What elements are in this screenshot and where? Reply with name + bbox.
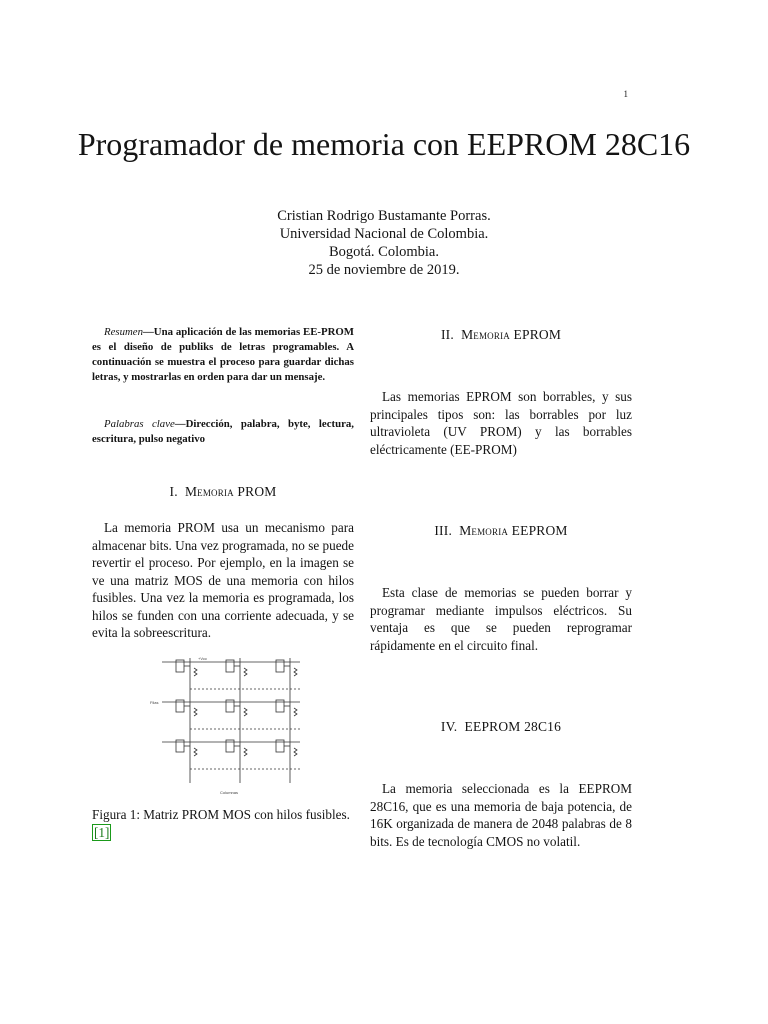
keywords-label: Palabras clave [104, 418, 175, 430]
section-body-2: Las memorias EPROM son borrables, y sus principales tipos son: las borrables por luz ultravioleta (UV PROM) y las borrables eléctricamente (EE-PROM) [370, 389, 632, 457]
citation-link[interactable]: [1] [94, 824, 110, 840]
abstract-label: Resumen [104, 326, 143, 338]
section-numeral: II. [440, 327, 454, 342]
keywords [92, 417, 354, 447]
keywords-text: Dirección, palabra, byte, lectura, escritura, pulso negativo [92, 418, 354, 445]
section-title-smallcaps: Memoria [184, 484, 234, 499]
section-title: EEPROM [511, 523, 568, 538]
section-body-1: La memoria PROM usa un mecanismo para almacenar bits. Una vez programada, no se puede revertir el proceso. Por ejemplo, en la imagen se ve una matriz MOS de una memoria con hilos fusibles. Una vez la memoria es programada, los hilos se funden con una corriente adecuada, y se evita la sobreescritura. [92, 520, 354, 640]
author-name: Cristian Rodrigo Bustamante Porras. [277, 208, 491, 224]
column-label: Columnas [220, 790, 239, 795]
section-title: EPROM [513, 327, 562, 342]
abstract-dash: — [142, 326, 154, 338]
section-body-4: La memoria seleccionada es la EEPROM 28C16, que es una memoria de baja potencia, de 16K organizada de manera de 2048 palabras de 8 bits. Es de tecnología CMOS no volatil. [370, 781, 632, 849]
section-heading-4 [370, 719, 632, 735]
section-heading-1 [92, 484, 354, 500]
prom-matrix-figure [150, 648, 310, 800]
section-numeral: III. [434, 523, 453, 538]
section-numeral: IV. [440, 719, 458, 734]
cell [276, 660, 297, 676]
cell [226, 660, 247, 676]
paper-title: Programador de memoria con EEPROM 28C16 [77, 126, 691, 162]
vcc-label: +Vcc [198, 656, 208, 661]
cell [276, 740, 297, 756]
page-number: 1 [623, 89, 628, 99]
cell [176, 740, 197, 756]
figure-caption-prefix: Figura 1: [92, 807, 140, 822]
cell [176, 700, 197, 716]
cell [276, 700, 297, 716]
cell [226, 740, 247, 756]
abstract-text: Una aplicación de las memorias EE-PROM es el diseño de publiks de letras programables. A continuación se muestra el proceso para guardar dichas letras, y mostrarlas en orden para dar un mensaje. [92, 326, 354, 383]
section-title: EEPROM 28C16 [464, 719, 562, 734]
figure-caption [92, 806, 354, 841]
section-title-smallcaps: Memoria [459, 523, 509, 538]
author-location: Bogotá. Colombia. [329, 244, 439, 260]
cell [176, 660, 197, 676]
cell [226, 700, 247, 716]
section-numeral: I. [169, 484, 178, 499]
paper-date: 25 de noviembre de 2019. [308, 262, 460, 278]
section-body-3: Esta clase de memorias se pueden borrar y programar mediante impulsos eléctricos. Su ventaja es que se pueden reprogramar rápidamente en el circuito final. [370, 585, 632, 653]
figure-caption-text: Matriz PROM MOS con hilos fusibles. [143, 807, 350, 822]
author-affiliation: Universidad Nacional de Colombia. [279, 226, 489, 242]
section-title-smallcaps: Memoria [461, 327, 510, 342]
section-title: PROM [237, 484, 277, 499]
row-label: Filas [150, 700, 159, 705]
abstract [92, 325, 354, 385]
section-heading-2 [370, 327, 632, 343]
section-heading-3 [370, 523, 632, 539]
keywords-dash: — [174, 418, 186, 430]
